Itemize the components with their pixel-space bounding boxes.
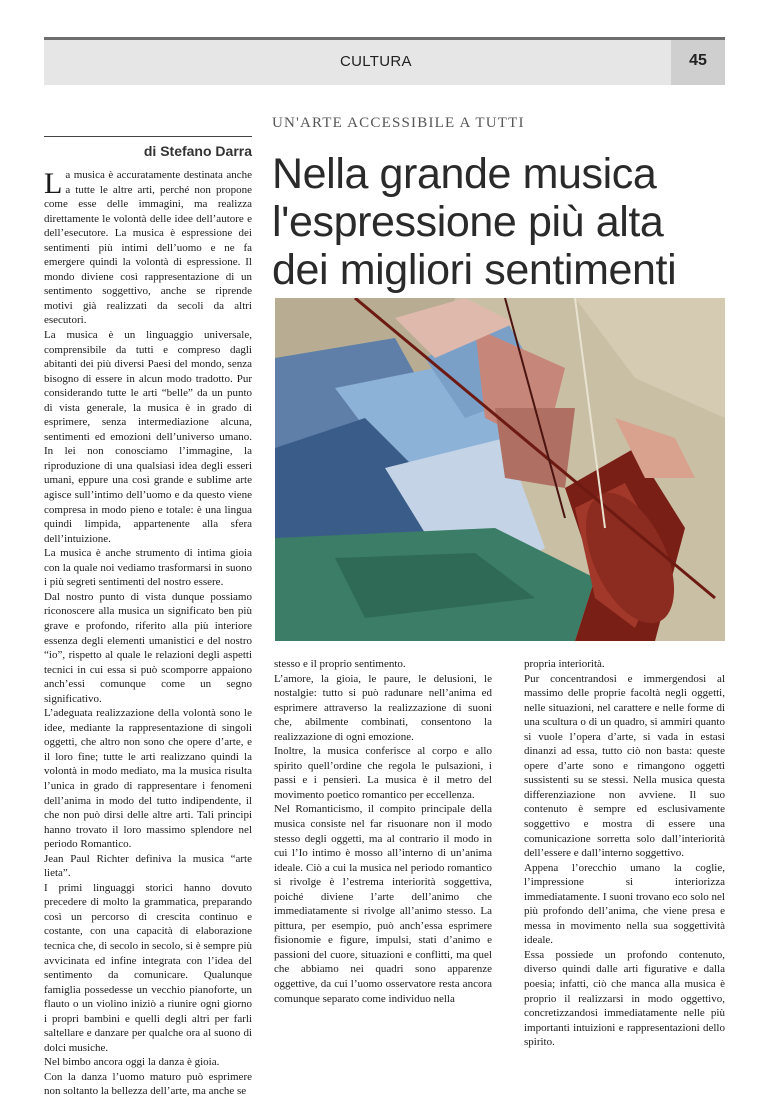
drop-cap: L — [44, 167, 63, 200]
paragraph: Inoltre, la musica conferisce al corpo e allo spirito quell’ordine che regola le pulsazioni, i passi e i pensieri. La musica è il metro del movimento poetico romantico per eccellenza. — [274, 745, 492, 801]
text-column-1 — [44, 168, 252, 1099]
page-number: 45 — [689, 52, 707, 69]
headline — [272, 150, 712, 294]
paragraph: Jean Paul Richter definiva la musica “arte lieta”. — [44, 852, 252, 880]
article-kicker: UN'ARTE ACCESSIBILE A TUTTI — [272, 115, 525, 131]
header-rule — [44, 37, 725, 40]
paragraph: Nel Romanticismo, il compito principale della musica consiste nel far risuonare non il modo stesso degli oggetti, ma al contrario il modo in cui l’Io intimo è mosso all’interno di un’anima ideale. Ciò a cui la musica nel periodo romantico si rivolge è l’estrema interiorità soggettiva, poiché diviene l’arte dell’animo che immediatamente si rivolge all’animo stesso. La pittura, per esempio, può anch’essa esprimere fisionomie e figure, impulsi, stati d’animo e passioni del cuore, situazioni e conflitti, ma quel che abbiamo nei quadri sono apparenze oggettive, da cui l’uomo osservatore resta ancora comunque separato come individuo nella — [274, 803, 492, 1005]
paragraph: Dal nostro punto di vista dunque possiamo riconoscere alla musica un significato ben più grave e profondo, riferito alla più interiore essenza degli elementi umanistici e del nostro “io”, rispetto al quale le relazioni degli aspetti tecnici in cui essa si può scomporre appaiono anch’essi comunque come un segno significativo. — [44, 590, 252, 705]
violinist-painting — [275, 298, 725, 641]
painting-artwork — [275, 298, 725, 641]
paragraph: Essa possiede un profondo contenuto, diverso quindi dalle arti figurative e dalla poesia; infatti, ciò che manca alla musica è proprio il realizzarsi in modo oggettivo, concretizzandosi immediatamente nelle più importanti intuizioni e rappresentazioni dello spirito. — [524, 948, 725, 1049]
paragraph: Pur concentrandosi e immergendosi al massimo delle proprie facoltà negli oggetti, nelle situazioni, nel carattere e nelle forme di una scultura o di un quadro, si ammiri quanto si vuole l’opera d’arte, si vada in estasi dinanzi ad essa, tutto ciò non basta: queste opere d’arte sono e rimangono oggetti sussistenti su se stessi. Nella musica questa differenziazione non avviene. Il suo contenuto è sempre ed esclusivamente soggettivo e mostra di essere una comunicazione sorretta solo dall’interiorità dell’essere e dall’interno soggettivo. — [524, 672, 725, 860]
headline-line: l'espressione più alta — [272, 198, 664, 246]
section-title: CULTURA — [340, 53, 412, 70]
paragraph-text: a musica è accuratamente destinata anche a tutte le altre arti, perché non propone come esse delle immagini, ma realizza direttamente le volontà delle idee dell’autore e dell’esecutore. La musica è espressione dei sentimenti più intimi dell’uomo e ne fa emergere quindi la volontà di espressione. Il mondo diviene così rappresentazione di un sentimento soggettivo, anche se riprende motivi già realizzati da secoli da altri esecutori. — [44, 169, 252, 327]
paragraph: stesso e il proprio sentimento. — [274, 658, 406, 670]
paragraph — [44, 168, 252, 328]
paragraph: I primi linguaggi storici hanno dovuto precedere di molto la grammatica, preparando così un percorso di crescita continuo e costante, con una capacità di elaborazione tecnica che, di secolo in secolo, si è sempre più avvicinata ed infine integrata con l’idea del sentimento da comunicare. Qualunque famiglia possedesse un vecchio pianoforte, un flauto o un violino iniziò a riunire ogni giorno i propri bambini e quelli degli altri per farli saltellare e danzare per qualche ora al suono di dolci musiche. — [44, 881, 253, 1054]
paragraph: Con la danza l’uomo maturo può esprimere non soltanto la bellezza dell’arte, ma anche se — [44, 1070, 252, 1098]
paragraph: Nel bimbo ancora oggi la danza è gioia. — [44, 1056, 220, 1069]
paragraph: propria interiorità. — [524, 658, 605, 670]
paragraph: La musica è un linguaggio universale, comprensibile da tutti e compreso dagli abitanti dei più diversi Paesi del mondo, senza bisogno di essere in alcun modo tradotto. Pur considerando tutte le arti “belle” da un punto di vista generale, la musica è in grado di esprimere, senza intermediazione alcuna, sentimenti ed emozioni dell’universo umano. In lei non conosciamo l’immagine, la riproduzione di una qualsiasi idea degli esseri umani, eppure una così grande e sublime arte agisce sull’intimo dell’uomo e da questo viene compresa in modo pieno e totale: è una lingua quindi limpida, appartenente alla sfera dell’intuizione. — [44, 329, 252, 545]
text-column-2 — [274, 657, 492, 1006]
text-column-3 — [524, 657, 725, 1050]
paragraph: L’adeguata realizzazione della volontà sono le idee, mediante la rappresentazione di singoli oggetti, che altro non sono che opere d’arte, e il loro fine; tutte le arti realizzano quindi la volontà in modo mediato, ma la musica risulta l’unica in grado di rappresentare i fenomeni dell’anima in modo del tutto indipendente, il che non può dirsi delle altre arti. Tali principi hanno trovato il loro massimo splendore nel periodo Romantico. — [44, 707, 252, 851]
paragraph: L’amore, la gioia, le paure, le delusioni, le nostalgie: tutto si può radunare nell’anima ed esprimere attraverso la realizzazione di suoni che, abilmente combinati, consentono la realizzazione di ogni emozione. — [274, 672, 492, 743]
paragraph: La musica è anche strumento di intima gioia con la quale noi vediamo trasformarsi in suono i più segreti sentimenti del nostro essere. — [44, 547, 252, 589]
headline-line: Nella grande musica — [272, 150, 657, 198]
headline-line: dei migliori sentimenti — [272, 246, 677, 294]
paragraph: Appena l’orecchio umano la coglie, l’impressione si interiorizza immediatamente. I suoni trovano eco solo nel più profondo dell’anima, che viene presa e messa in movimento nella sua soggettività ideale. — [524, 861, 725, 947]
author-byline: di Stefano Darra — [143, 143, 252, 159]
author-rule — [44, 136, 252, 137]
